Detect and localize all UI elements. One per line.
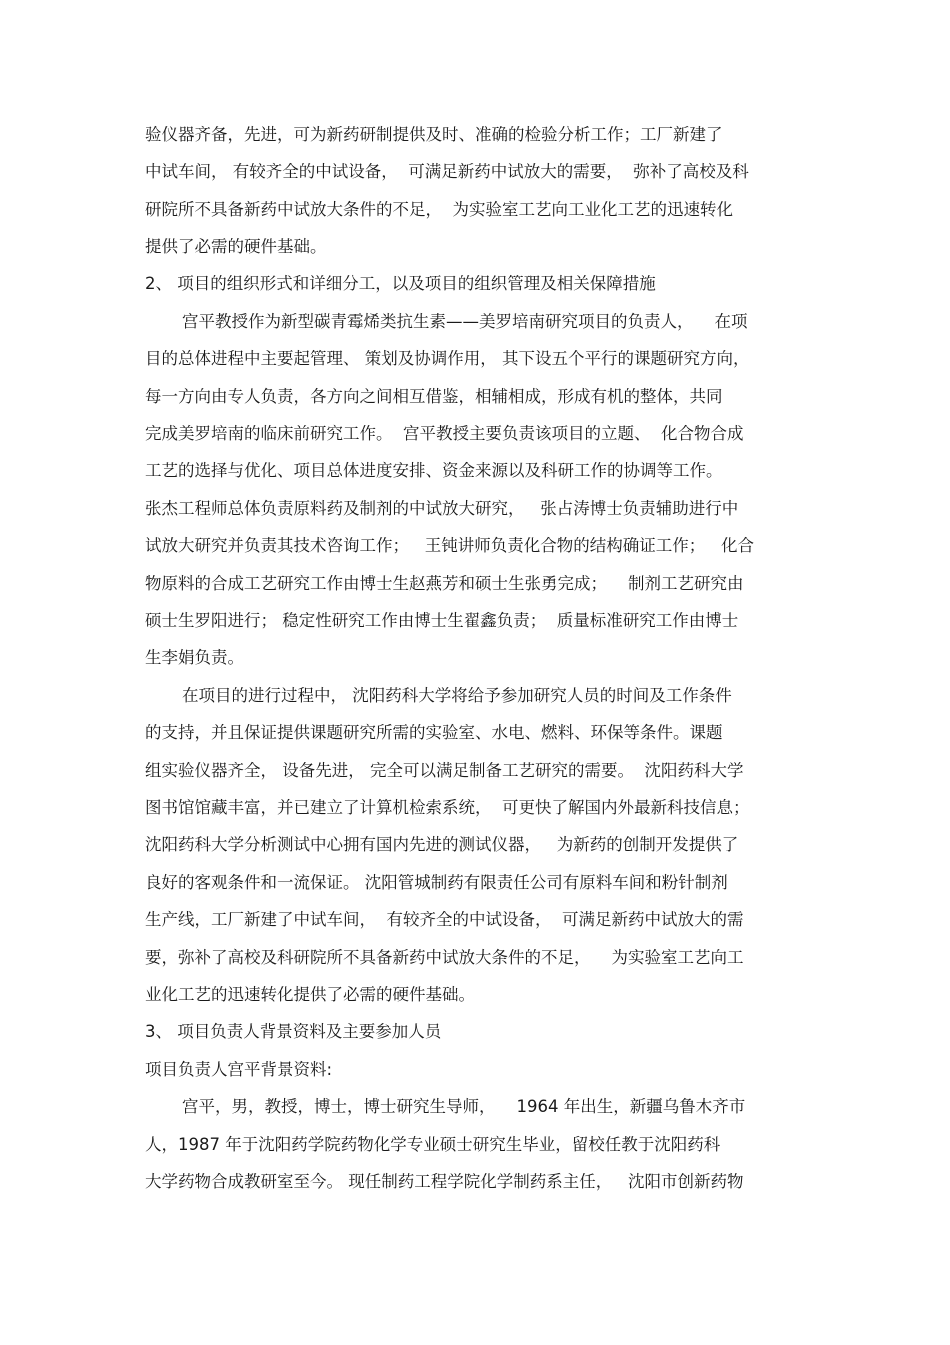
text-line-24: 业化工艺的迅速转化提供了必需的硬件基础。 bbox=[145, 985, 475, 1004]
text-line-9: 完成美罗培南的临床前研究工作。 宫平教授主要负责该项目的立题、 化合物合成 bbox=[145, 424, 744, 443]
text-line-11: 张杰工程师总体负责原料药及制剂的中试放大研究， 张占涛博士负责辅助进行中 bbox=[145, 499, 739, 518]
text-line-22: 生产线，工厂新建了中试车间， 有较齐全的中试设备， 可满足新药中试放大的需 bbox=[145, 910, 744, 929]
text-line-1: 验仪器齐备，先进，可为新药研制提供及时、准确的检验分析工作；工厂新建了 bbox=[145, 125, 723, 144]
text-line-12: 试放大研究并负责其技术咨询工作； 王钝讲师负责化合物的结构确证工作； 化合 bbox=[145, 536, 754, 555]
text-line-29: 大学药物合成教研室至今。 现任制药工程学院化学制药系主任， 沈阳市创新药物 bbox=[145, 1172, 744, 1191]
text-line-23: 要，弥补了高校及科研院所不具备新药中试放大条件的不足， 为实验室工艺向工 bbox=[145, 948, 744, 967]
text-line-19: 图书馆馆藏丰富，并已建立了计算机检索系统， 可更快了解国内外最新科技信息； bbox=[145, 798, 750, 817]
text-line-3: 研院所不具备新药中试放大条件的不足， 为实验室工艺向工业化工艺的迅速转化 bbox=[145, 200, 733, 219]
section-heading-2: 2、 项目的组织形式和详细分工，以及项目的组织管理及相关保障措施 bbox=[145, 274, 656, 293]
text-line-6: 宫平教授作为新型碳青霉烯类抗生素——美罗培南研究项目的负责人， 在项 bbox=[182, 312, 748, 331]
text-line-13: 物原料的合成工艺研究工作由博士生赵燕芳和硕士生张勇完成； 制剂工艺研究由 bbox=[145, 574, 744, 593]
text-line-15: 生李娟负责。 bbox=[145, 648, 244, 667]
text-line-2: 中试车间， 有较齐全的中试设备， 可满足新药中试放大的需要， 弥补了高校及科 bbox=[145, 162, 749, 181]
text-line-8: 每一方向由专人负责，各方向之间相互借鉴，相辅相成，形成有机的整体，共同 bbox=[145, 387, 723, 406]
text-line-18: 组实验仪器齐全， 设备先进， 完全可以满足制备工艺研究的需要。 沈阳药科大学 bbox=[145, 761, 744, 780]
section-heading-3: 3、 项目负责人背景资料及主要参加人员 bbox=[145, 1022, 442, 1041]
text-line-20: 沈阳药科大学分析测试中心拥有国内先进的测试仪器， 为新药的创制开发提供了 bbox=[145, 835, 739, 854]
text-line-27: 宫平，男，教授，博士，博士研究生导师， 1964 年出生，新疆乌鲁木齐市 bbox=[182, 1097, 746, 1116]
text-line-17: 的支持，并且保证提供课题研究所需的实验室、水电、燃料、环保等条件。课题 bbox=[145, 723, 723, 742]
text-line-14: 硕士生罗阳进行； 稳定性研究工作由博士生翟鑫负责； 质量标准研究工作由博士 bbox=[145, 611, 739, 630]
text-line-26: 项目负责人宫平背景资料: bbox=[145, 1060, 333, 1079]
text-line-10: 工艺的选择与优化、项目总体进度安排、资金来源以及科研工作的协调等工作。 bbox=[145, 461, 723, 480]
text-line-21: 良好的客观条件和一流保证。 沈阳管城制药有限责任公司有原料车间和粉针制剂 bbox=[145, 873, 728, 892]
text-line-28: 人，1987 年于沈阳药学院药物化学专业硕士研究生毕业，留校任教于沈阳药科 bbox=[145, 1135, 721, 1154]
text-line-4: 提供了必需的硬件基础。 bbox=[145, 237, 327, 256]
text-line-7: 目的总体进程中主要起管理、 策划及协调作用， 其下设五个平行的课题研究方向， bbox=[145, 349, 750, 368]
text-line-16: 在项目的进行过程中， 沈阳药科大学将给予参加研究人员的时间及工作条件 bbox=[182, 686, 732, 705]
